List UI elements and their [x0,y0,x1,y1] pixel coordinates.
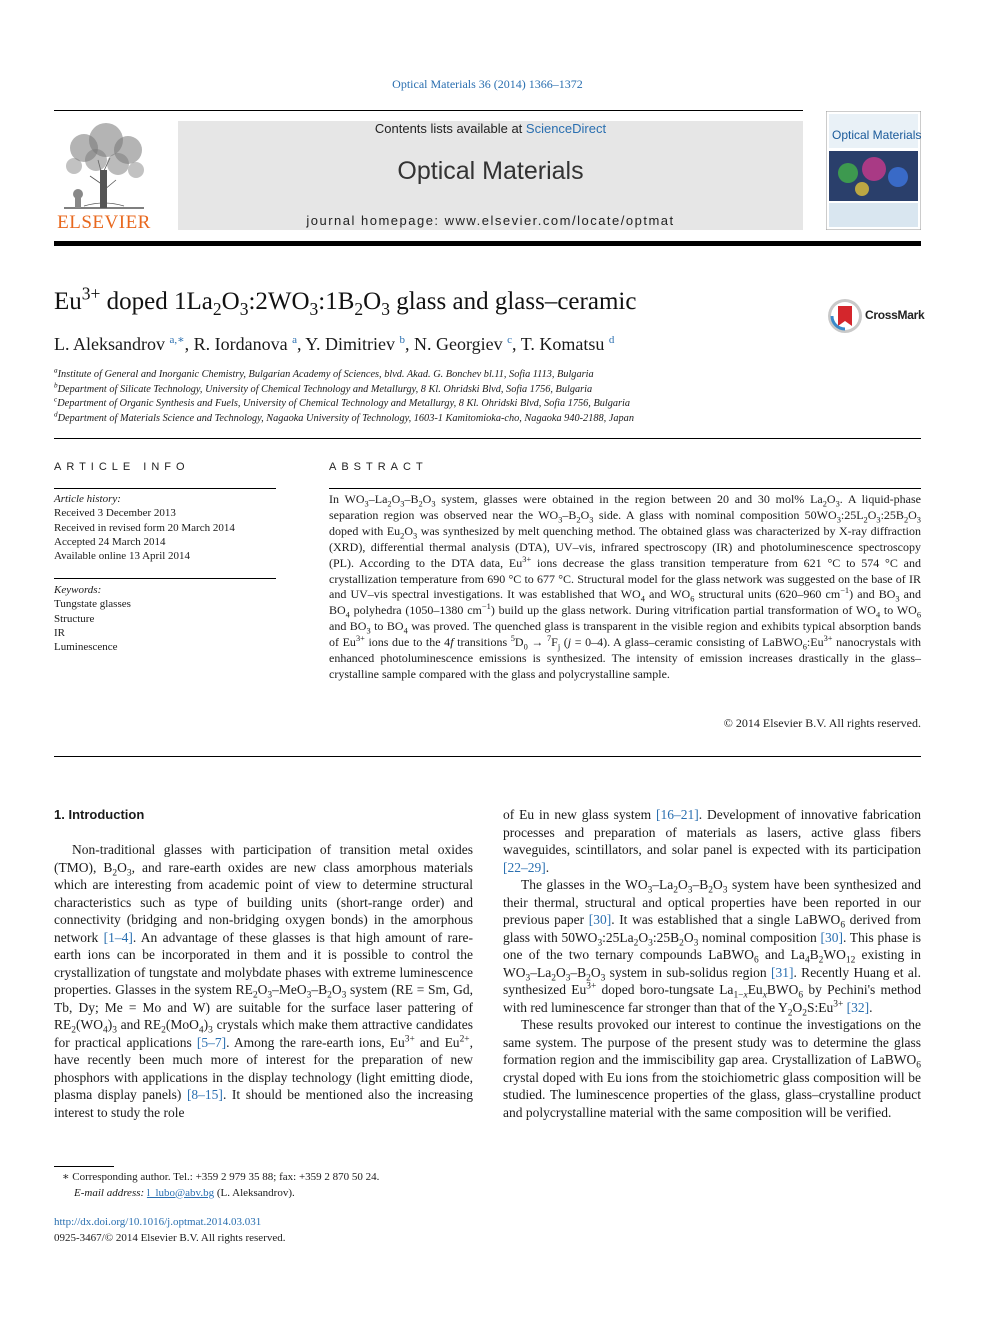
journal-homepage[interactable]: journal homepage: www.elsevier.com/locate/optmat [306,213,675,228]
cover-title: Optical Materials [832,128,921,142]
keyword-item: Tungstate glasses [54,598,131,611]
elsevier-tree-icon [54,120,154,212]
abstract-heading: ABSTRACT [329,461,428,473]
crossmark-label: CrossMark [865,308,925,322]
affiliation-mark: d [54,410,58,419]
history-online: Available online 13 April 2014 [54,550,191,563]
section-heading-introduction: 1. Introduction [54,807,145,822]
publication-info [54,1215,286,1246]
elsevier-wordmark: ELSEVIER [57,212,151,233]
doi-link[interactable]: http://dx.doi.org/10.1016/j.optmat.2014.03.031 [54,1216,262,1228]
affiliation-b [54,383,634,398]
affiliation-text: Department of Materials Science and Technology, Nagaoka University of Technology, 1603-1 Kamitomioka-cho, Nagaoka 940-2188, Japan [57,412,634,424]
affiliation-mark: a [54,366,58,375]
affiliation-text: Institute of General and Inorganic Chemistry, Bulgarian Academy of Sciences, blvd. Akad. G. Bonchev bl.11, Sofia 1113, Bulgaria [57,369,594,380]
email-link[interactable]: l_lubo@abv.bg [146,1186,215,1199]
sciencedirect-link[interactable]: ScienceDirect [525,121,607,136]
keyword-item: Luminescence [54,641,118,654]
corresponding-author-note: ∗ Corresponding author. Tel.: +359 2 979 35 88; fax: +359 2 870 50 24. [62,1171,380,1183]
abstract-copyright: © 2014 Elsevier B.V. All rights reserved. [723,716,921,730]
affiliation-rule [54,438,921,439]
footnote-rule [54,1166,114,1167]
affiliation-d [54,412,634,427]
abstract-rule [329,488,921,489]
history-received: Received 3 December 2013 [54,507,176,520]
history-label: Article history: [54,493,121,505]
affiliation-text: Department of Silicate Technology, University of Chemical Technology and Metallurgy, 8 Kl. Ohridski Blvd, Sofia 1756, Bulgaria [57,383,593,395]
email-suffix: (L. Aleksandrov). [214,1186,295,1199]
abstract-bottom-rule [54,756,921,757]
elsevier-logo [54,120,154,236]
contents-prefix: Contents lists available at [374,121,526,136]
keywords-rule [54,578,276,579]
affiliation-text: Department of Organic Synthesis and Fuels, University of Chemical Technology and Metallurgy, 8 Kl. Ohridski Blvd, Sofia 1756, Bulgaria [57,398,631,409]
issn-copyright: 0925-3467/© 2014 Elsevier B.V. All rights reserved. [54,1231,286,1244]
crossmark-badge[interactable] [827,298,923,334]
affiliation-c [54,397,634,412]
journal-name: Optical Materials [397,157,584,185]
keywords [54,583,131,654]
article-info-rule [54,488,276,489]
body-column-right: of Eu in new glass system [16–21]. Development of innovative fabrication processes and preparation of materials as lasers, active glass fibers waveguides, scintillators, and solar panel is expected with its participation [22–29]. The glasses in the $WO_3-La_2O_3-B_2O_3$ system have been synthesized and their thermal, structural and optical properties have been reported in our previous paper [30]. It was established that a single LaBWO$_6$ derived from glass with $50WO_3:25La_2O_3:25B_2O_3$ nominal composition [30]. This phase is one of the two ternary compounds LaBWO$_6$ and $La_4B_2WO_{12}$ existing in $WO_3-La_2O_3-B_2O_3$ system in sub-solidus region [31]. Recently Huang et al. synthesized $Eu^{3+}$ doped boro-tungsate $La_{1-x}Eu_xBWO_6$ by Pechini's method with red luminescence far stronger than that of the $Y_2O_2S:Eu^{3+}$ [32]. These results provoked our interest to continue the investigations on the same system. The purpose of the present study was to determine the glass formation region and the immiscibility gap area. Crystallization of LaBWO$_6$ crystal doped with Eu ions from the stoichiometric glass composition will be studied. The luminescence properties of the glass, glass–crystalline product and polycrystalline material with the same composition will be verified. [503,807,922,1120]
body-column-left: Non-traditional glasses with participation of transition metal oxides (TMO), $B_2O_3$, and rare-earth oxides are new class amorphous materials which are interesting from academic point of view to determine structural characteristics such as type of building units (short-range order) and connectivity (bridging and non-bridging oxygen bonds) in the amorphous network [1–4]. An advantage of these glasses is that high amount of rare-earth ions can be incorporated in them and it is possible to control the crystallization of tungstate and molybdate phases with extreme luminescence properties. Glasses in the system $RE_2O_3-MeO_3-B_2O_3$ system (RE = Sm, Gd, Tb, Dy; Me = Mo and W) are suitable for the surface laser pattering of $RE_2(WO_4)_3$ and $RE_2(MoO_4)_3$ crystals which make them attractive candidates for practical applications [5–7]. Among the rare-earth ions, $Eu^{3+}$ and $Eu^{2+}$, have recently been much more of interest for the preparation of new phosphors with applications in the display technology (light emitting diode, plasma display panels) [8–15]. It should be mentioned also the increasing interest to study the role [54,842,474,1120]
article-title: $Eu^{3+}$ doped $1La_2O_3:2WO_3:1B_2O_3$ glass and glass–ceramic [54,283,637,319]
journal-cover-thumbnail[interactable] [826,111,921,230]
footnote [62,1170,379,1201]
contents-line [178,121,803,136]
article-history [54,492,235,563]
journal-masthead [178,121,803,230]
history-revised: Received in revised form 20 March 2014 [54,521,235,534]
email-line [62,1186,379,1202]
affiliation-mark: b [54,381,58,390]
affiliations [54,368,634,426]
keywords-label: Keywords: [54,584,102,596]
keyword-item: Structure [54,612,95,625]
history-accepted: Accepted 24 March 2014 [54,535,166,548]
affiliation-mark: c [54,395,58,404]
header-rule-top [54,110,803,111]
journal-citation[interactable]: Optical Materials 36 (2014) 1366–1372 [392,77,583,91]
keyword-item: IR [54,626,65,639]
email-label: E-mail address: [74,1186,145,1199]
author-list: L. Aleksandrov $^{a,∗}$, R. Iordanova $^a$, Y. Dimitriev $^b$, N. Georgiev $^c$, T. Komatsu $^d$ [54,334,615,354]
abstract-body: In $WO_3-La_2O_3-B_2O_3$ system, glasses were obtained in the region between 20 and 30 mol% $La_2O_3$. A liquid-phase separation region was observed near the $WO_3-B_2O_3$ side. A glass with nominal composition $50WO_3:25L_2O_3:25B_2O_3$ doped with $Eu_2O_3$ was synthesized by melt quenching method. The obtained glass was characterized by X-ray diffraction (XRD), differential thermal analysis (DTA), UV–vis, infrared spectroscopy (IR) and photoluminescence spectroscopy (PL). According to the DTA data, $Eu^{3+}$ ions decrease the glass transition temperature from 621 °C to 574 °C and crystallization temperature from 690 °C to 677 °C. Structural model for the glass network was suggested on the base of IR and UV–vis spectral investigations. It was established that $WO_4$ and $WO_6$ structural units (620–960 $cm^{-1}$) and $BO_3$ and $BO_4$ polyhedra (1050–1380 $cm^{-1}$) build up the glass network. During vitrification partial transformation of $WO_4$ to $WO_6$ and $BO_3$ to $BO_4$ was proved. The quenched glass is transparent in the visible region and exhibits typical absorption bands of $Eu^{3+}$ ions due to the 4f transitions $^5D_0 \to ^7F_j$ (j = 0–4). A glass–ceramic consisting of $LaBWO_6:Eu^{3+}$ nanocrystals with enhanced photoluminescence emissions is synthesized. The intensity of emission increases drastically in the glass–crystalline sample compared with the glass and polycrystalline sample. [329,492,922,681]
article-info-heading: ARTICLE INFO [54,461,190,473]
crossmark-icon [827,298,863,334]
header-rule-thick [54,241,921,246]
affiliation-a [54,368,634,383]
